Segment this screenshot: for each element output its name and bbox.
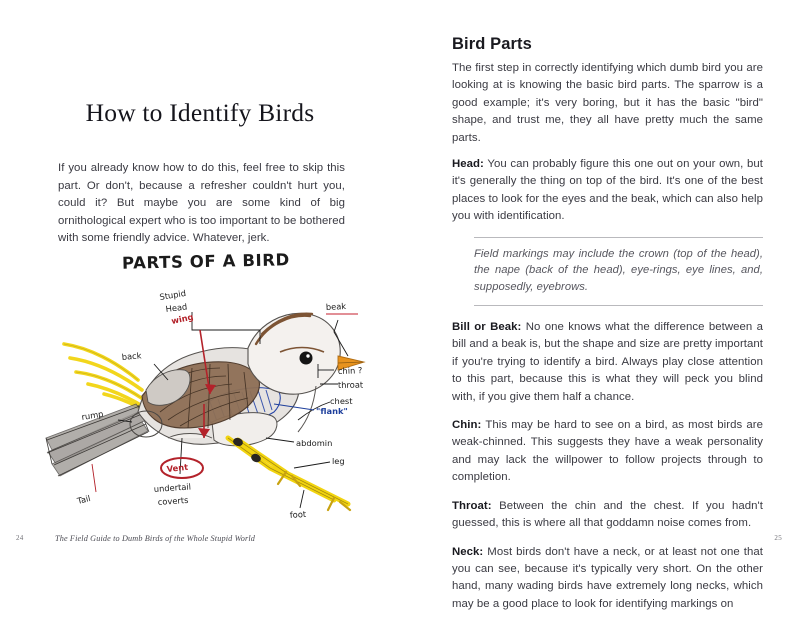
entry-chin — [452, 417, 763, 487]
bird-head — [248, 313, 340, 394]
entry-throat — [452, 498, 763, 533]
bird-eye-highlight — [306, 354, 309, 357]
running-head: The Field Guide to Dumb Birds of the Whole Stupid World — [55, 534, 256, 543]
entry-text-throat: Between the chin and the chest. If you hadn't guessed, this is where all that goddamn noise comes from. — [452, 499, 763, 530]
callout-text: Field markings may include the crown (top of the head), the nape (back of the head), eye-rings, eye lines, and, supposedly, eyebrows. — [474, 247, 763, 294]
page-number-left: 24 — [16, 534, 24, 542]
entry-text-chin: This may be hard to see on a bird, as most birds are weak-chinned. This suggests they have a weak personality and may lack the willpower to follow projects through to completion. — [452, 419, 763, 484]
bird-illustration-svg — [42, 252, 372, 520]
page-number-right: 25 — [774, 534, 782, 542]
label-head: Head — [165, 301, 188, 314]
entry-term-head: Head: — [452, 158, 484, 171]
entry-term-bill: Bill or Beak: — [452, 321, 522, 334]
label-foot: foot — [289, 508, 307, 520]
right-column — [452, 60, 763, 624]
label-tail: Tail — [76, 492, 92, 506]
entry-term-neck: Neck: — [452, 545, 484, 558]
label-chin: chin ? — [337, 365, 363, 376]
label-back: back — [121, 350, 142, 362]
intro-paragraph: If you already know how to do this, feel free to skip this part. Or don't, because a refresher couldn't hurt you, could it? But maybe you are some kind of big ornithological expert who is too important to be bothered with some friendly advice. Whatever, jerk. — [58, 162, 345, 245]
entry-bill-or-beak — [452, 319, 763, 406]
bird-eye — [300, 352, 313, 365]
entry-neck — [452, 544, 763, 614]
label-coverts: coverts — [157, 494, 189, 507]
chapter-title: How to Identify Birds — [85, 98, 315, 127]
entry-term-chin: Chin: — [452, 419, 482, 432]
label-wing: wing — [170, 311, 195, 326]
label-undertail: undertail — [153, 481, 192, 494]
label-chest: chest — [330, 396, 353, 406]
entry-text-neck: Most birds don't have a neck, or at least not one that you can see, because it's typically very short. On the other hand, many wading birds have extremely long necks, which may be a good place to look for identifying markings on — [452, 545, 763, 610]
entry-text-bill: No one knows what the difference between a bill and a beak is, but the shape and size are pretty important if you're trying to identify a bird. Always play close attention to this part, because this is what they will peck you blind with, if you give them half a chance. — [452, 321, 763, 403]
entry-text-head: You can probably figure this one out on your own, but it's generally the thing on top of the bird. It's one of the best places to look for the eyes and the beak, which can also help you with identification. — [452, 158, 763, 223]
label-leg: leg — [332, 456, 345, 466]
field-markings-callout — [474, 237, 763, 306]
label-rump: rump — [80, 408, 105, 422]
entry-term-throat: Throat: — [452, 499, 492, 512]
label-flank: "flank" — [316, 406, 348, 416]
right-page — [400, 0, 800, 610]
left-page — [0, 0, 400, 563]
label-abdomen: abdomin — [296, 438, 333, 448]
entry-head — [452, 156, 763, 226]
label-beak: beak — [325, 300, 347, 312]
section-title: Bird Parts — [452, 35, 532, 53]
bird-diagram — [42, 252, 372, 520]
label-vent: Vent — [166, 461, 189, 474]
label-stupid: Stupid — [158, 287, 187, 302]
diagram-title: PARTS OF A BIRD — [121, 250, 291, 273]
label-throat: throat — [337, 379, 364, 390]
section-intro: The first step in correctly identifying which dumb bird you are looking at is knowing the basic bird parts. The sparrow is a good example; it's very boring, but it has the basic "bird" shape, and trust me, they all have pretty much the same parts. — [452, 62, 763, 144]
